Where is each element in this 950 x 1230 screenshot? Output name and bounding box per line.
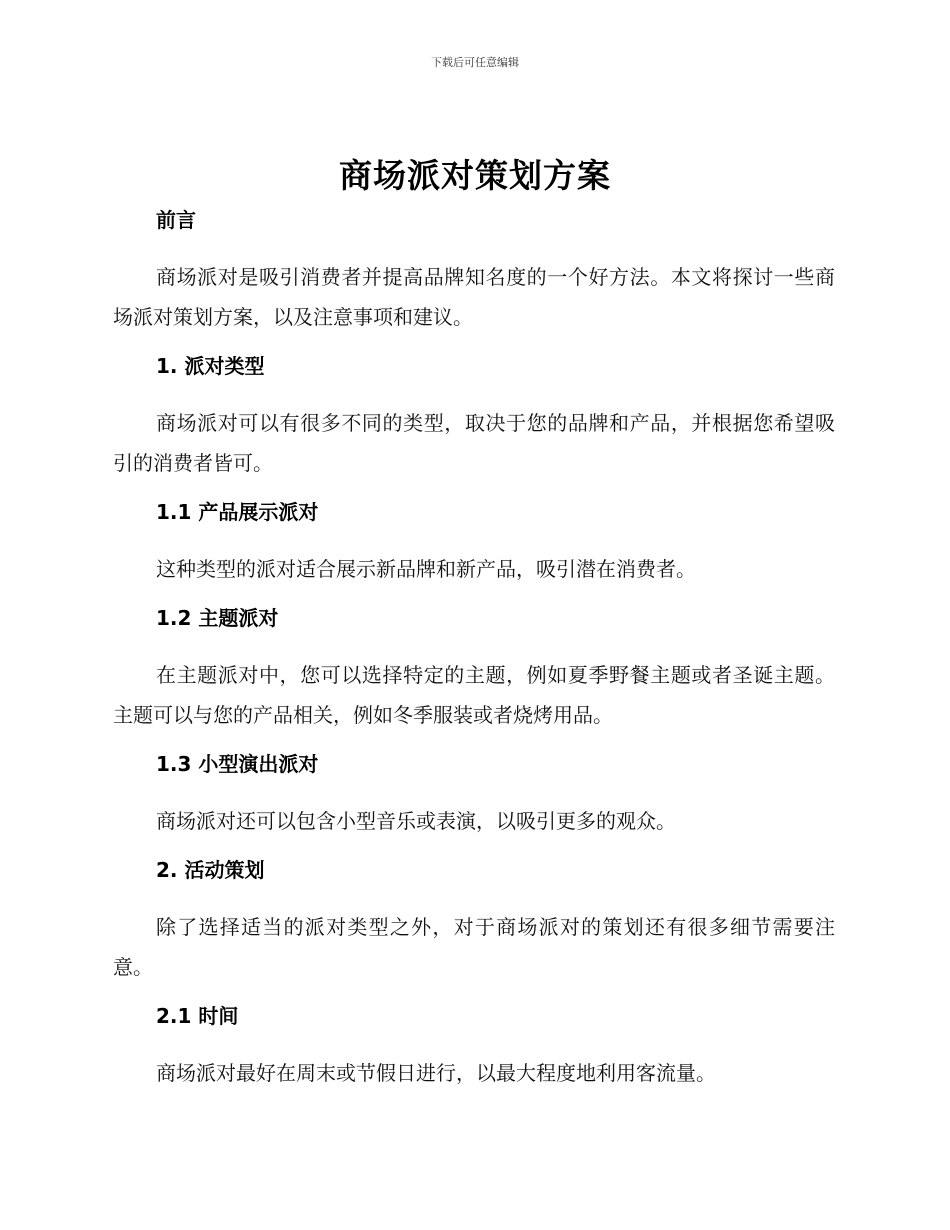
section-event-planning (113, 853, 835, 999)
section-paragraph: 在主题派对中，您可以选择特定的主题，例如夏季野餐主题或者圣诞主题。主题可以与您的产品相关，例如冬季服装或者烧烤用品。 (113, 663, 835, 727)
document-title: 商场派对策划方案 (339, 156, 611, 195)
section-heading: 1. 派对类型 (156, 354, 265, 378)
section-preface (113, 203, 835, 349)
section-paragraph: 商场派对可以有很多不同的类型，取决于您的品牌和产品，并根据您希望吸引的消费者皆可。 (113, 411, 835, 475)
section-time (113, 999, 835, 1093)
section-theme-party (113, 601, 835, 747)
section-heading: 2.1 时间 (156, 1004, 239, 1028)
section-paragraph: 商场派对最好在周末或节假日进行，以最大程度地利用客流量。 (156, 1061, 716, 1085)
section-paragraph: 这种类型的派对适合展示新品牌和新产品，吸引潜在消费者。 (156, 557, 696, 581)
section-small-performance (113, 747, 835, 853)
section-party-types (113, 349, 835, 495)
section-heading: 1.3 小型演出派对 (156, 752, 319, 776)
header-note: 下载后可任意编辑 (431, 56, 519, 69)
section-heading: 1.2 主题派对 (156, 606, 279, 630)
section-paragraph: 除了选择适当的派对类型之外，对于商场派对的策划还有很多细节需要注意。 (113, 915, 835, 979)
section-heading: 前言 (156, 208, 196, 232)
section-product-showcase (113, 495, 835, 601)
section-heading: 2. 活动策划 (156, 858, 265, 882)
section-paragraph: 商场派对还可以包含小型音乐或表演，以吸引更多的观众。 (156, 809, 676, 833)
document-body (113, 203, 835, 1093)
section-heading: 1.1 产品展示派对 (156, 500, 319, 524)
section-paragraph: 商场派对是吸引消费者并提高品牌知名度的一个好方法。本文将探讨一些商场派对策划方案，以及注意事项和建议。 (113, 265, 835, 329)
